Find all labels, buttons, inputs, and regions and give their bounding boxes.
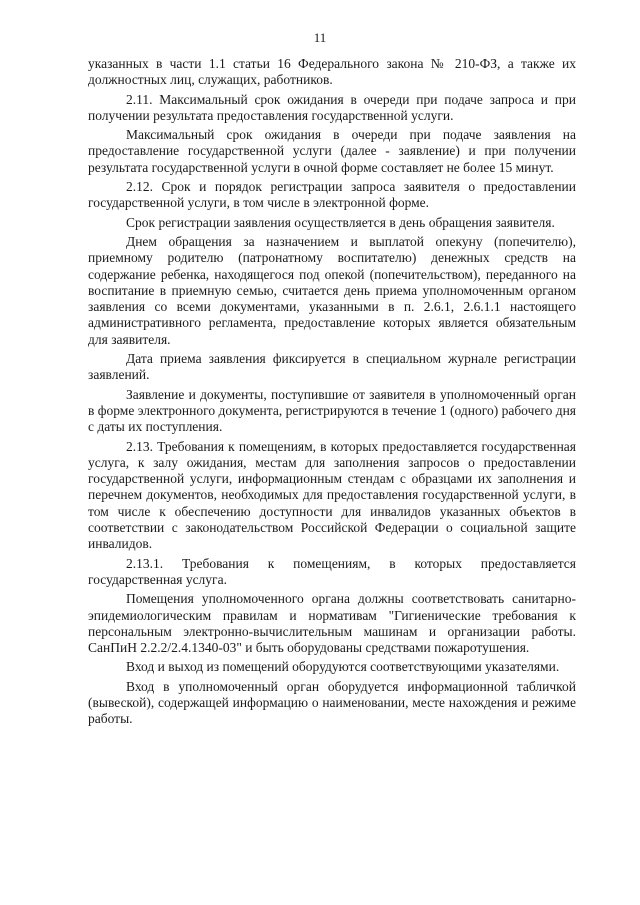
section-heading-2-11: 2.11. Максимальный срок ожидания в очереди при подаче запроса и при получении результата предоставления государственной услуги. (88, 91, 576, 123)
paragraph-sanitary-requirements: Помещения уполномоченного органа должны соответствовать санитарно-эпидемиологическим правилам и нормативам "Гигиенические требования к персональным электронно-вычислительным машинам и организации работы. СанПиН 2.2.2/2.4.1340-03" и быть оборудованы средствами пожаротушения. (88, 591, 576, 656)
paragraph-continuation: указанных в части 1.1 статьи 16 Федерального закона № 210-ФЗ, а также их должностных лиц, служащих, работников. (88, 56, 576, 88)
page-number: 11 (313, 30, 327, 45)
paragraph-application-day: Днем обращения за назначением и выплатой опекуну (попечителю), приемному родителю (патронатному воспитателю) денежных средств на содержание ребенка, находящегося под опекой (попечительством), переданного на воспитание в приемную семью, считается день приема уполномоченным органом заявления со всеми документами, указанными в п. 2.6.1, 2.6.1.1 настоящего административного регламента, предоставление которых является обязательным для заявителя. (88, 233, 576, 347)
paragraph-electronic-registration: Заявление и документы, поступившие от заявителя в уполномоченный орган в форме электронного документа, регистрируются в течение 1 (одного) рабочего дня с даты их поступления. (88, 386, 576, 435)
section-heading-2-13-1: 2.13.1. Требования к помещениям, в которых предоставляется государственная услуга. (88, 555, 576, 587)
paragraph-entrance-signs: Вход и выход из помещений оборудуются соответствующими указателями. (126, 659, 560, 675)
paragraph-information-plate: Вход в уполномоченный орган оборудуется информационной табличкой (вывеской), содержащей информацию о наименовании, месте нахождения и режиме работы. (88, 678, 576, 727)
section-heading-2-13: 2.13. Требования к помещениям, в которых предоставляется государственная услуга, к залу ожидания, местам для заполнения запросов о предоставлении государственной услуги, информационным стендам с образцами их заполнения и перечнем документов, необходимых для предоставления государственной услуги, в том числе к обеспечению доступности для инвалидов указанных объектов в соответствии с законодательством Российской Федерации о социальной защите инвалидов. (88, 438, 576, 552)
document-body (88, 56, 576, 728)
paragraph-registration-term: Срок регистрации заявления осуществляется в день обращения заявителя. (126, 214, 555, 230)
section-heading-2-12: 2.12. Срок и порядок регистрации запроса заявителя о предоставлении государственной услуги, в том числе в электронной форме. (88, 179, 576, 211)
paragraph-queue-wait-time: Максимальный срок ожидания в очереди при подаче заявления на предоставление государственной услуги (далее - заявление) и при получении результата государственной услуги в очной форме составляет не более 15 минут. (88, 127, 576, 175)
paragraph-registration-journal: Дата приема заявления фиксируется в специальном журнале регистрации заявлений. (88, 351, 576, 383)
